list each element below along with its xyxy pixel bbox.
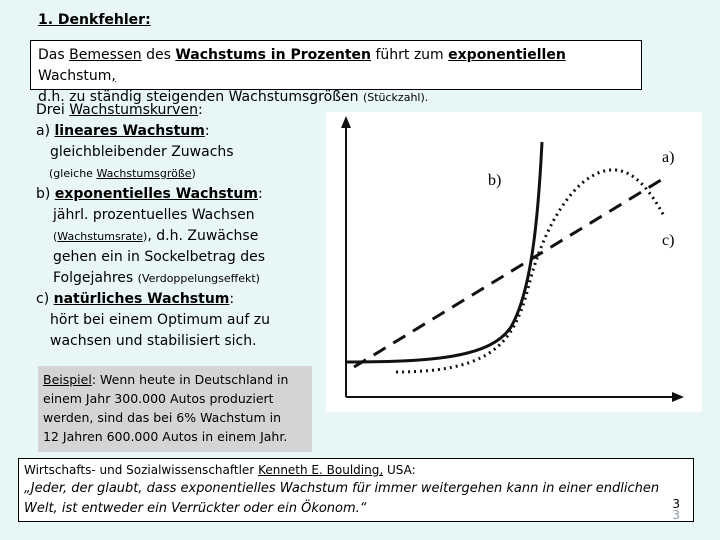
curve-b-desc-4: Folgejahres (Verdoppelungseffekt) xyxy=(53,270,260,286)
growth-curves-graph xyxy=(326,112,702,412)
curve-a-desc: gleichbleibender Zuwachs xyxy=(50,144,234,160)
curve-b-desc-3: gehen ein in Sockelbetrag des xyxy=(53,249,266,265)
graph-label-b: b) xyxy=(488,172,502,189)
curve-c-desc-2: wachsen und stabilisiert sich. xyxy=(50,333,257,349)
x-axis-arrow xyxy=(672,392,684,402)
example-line-1: Beispiel: Wenn heute in Deutschland in xyxy=(43,372,289,387)
page-title: 1. Denkfehler: xyxy=(38,12,151,28)
graph-label-c: c) xyxy=(662,232,675,249)
quote-line-1: „Jeder, der glaubt, dass exponentielles Wachstum für immer weitergehen kann in einer endlichen xyxy=(24,481,660,496)
example-line-4: 12 Jahren 600.000 Autos in einem Jahr. xyxy=(43,429,288,444)
y-axis-arrow xyxy=(341,116,351,128)
graph-label-a: a) xyxy=(662,149,675,166)
curves-heading: Drei Wachstumskurven: xyxy=(36,102,203,118)
growth-curves-list xyxy=(36,100,326,352)
curve-linear xyxy=(354,177,666,367)
quote-author: Wirtschafts- und Sozialwissenschaftler Kenneth E. Boulding, USA: xyxy=(24,463,416,477)
curve-a-title: a) lineares Wachstum: xyxy=(36,123,210,139)
curve-b-desc-1: jährl. prozentuelles Wachsen xyxy=(53,207,255,223)
curve-c-title: c) natürliches Wachstum: xyxy=(36,291,235,307)
curve-exponential xyxy=(346,142,542,362)
page-number: 3 xyxy=(672,508,680,522)
intro-line-1: Das Bemessen des Wachstums in Prozenten führt zum exponentiellen Wachstum, xyxy=(38,47,566,84)
quote-box xyxy=(18,458,694,522)
curve-b-title: b) exponentielles Wachstum: xyxy=(36,186,263,202)
example-box xyxy=(38,366,312,452)
example-line-2: einem Jahr 300.000 Autos produziert xyxy=(43,391,274,406)
footnote-reference: 3 xyxy=(672,497,680,511)
growth-curves-svg xyxy=(326,112,702,412)
curve-c-desc-1: hört bei einem Optimum auf zu xyxy=(50,312,270,328)
intro-box xyxy=(30,40,642,105)
example-line-3: werden, sind das bei 6% Wachstum in xyxy=(43,410,281,425)
curve-b-desc-2: (Wachstumsrate), d.h. Zuwächse xyxy=(53,228,259,244)
intro-line-2: d.h. zu ständig steigenden Wachstumsgrößen (Stückzahl). xyxy=(38,89,429,105)
quote-line-2: Welt, ist entweder ein Verrückter oder ein Ökonom.“ xyxy=(24,501,367,516)
curve-a-note: (gleiche Wachstumsgröße) xyxy=(49,167,196,180)
